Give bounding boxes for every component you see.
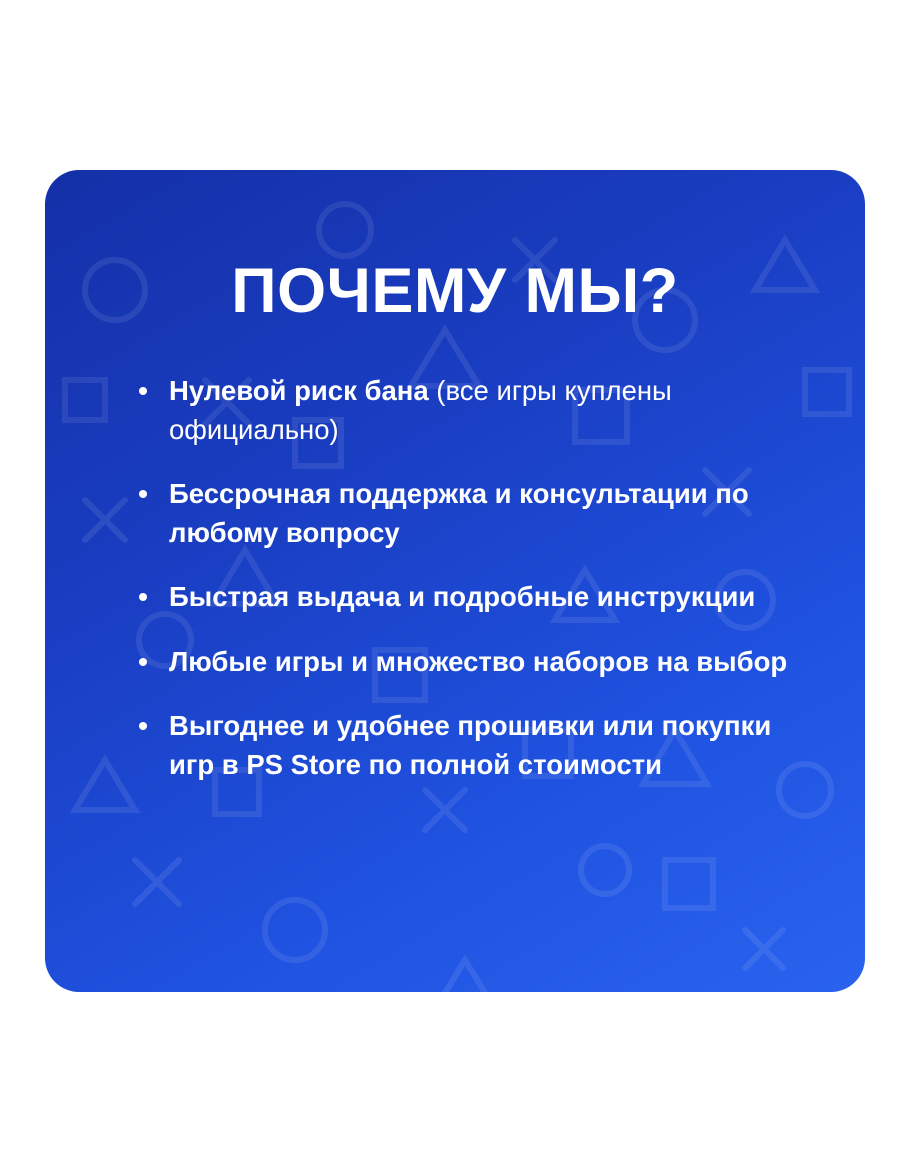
bullet-dot-icon xyxy=(139,722,147,730)
list-item-strong: Быстрая выдача и подробные инструкции xyxy=(169,581,756,613)
list-item xyxy=(133,372,805,449)
bullet-dot-icon xyxy=(139,490,147,498)
card-title: ПОЧЕМУ МЫ? xyxy=(231,256,679,326)
list-item xyxy=(133,475,805,552)
list-item-strong: Нулевой риск бана xyxy=(169,375,429,407)
bullet-dot-icon xyxy=(139,387,147,395)
card-content xyxy=(45,170,865,784)
list-item xyxy=(133,643,805,682)
list-item xyxy=(133,707,805,784)
bullet-dot-icon xyxy=(139,593,147,601)
bullet-dot-icon xyxy=(139,658,147,666)
list-item-strong: Любые игры и множество наборов на выбор xyxy=(169,645,788,677)
list-item xyxy=(133,578,805,617)
list-item-rest: (все игры куплены официально) xyxy=(169,375,672,445)
list-item-strong: Бессрочная поддержка и консультации по любому вопросу xyxy=(169,478,749,548)
benefits-list xyxy=(45,324,865,784)
why-us-card xyxy=(45,170,865,992)
list-item-strong: Выгоднее и удобнее прошивки или покупки игр в PS Store по полной стоимости xyxy=(169,710,772,780)
